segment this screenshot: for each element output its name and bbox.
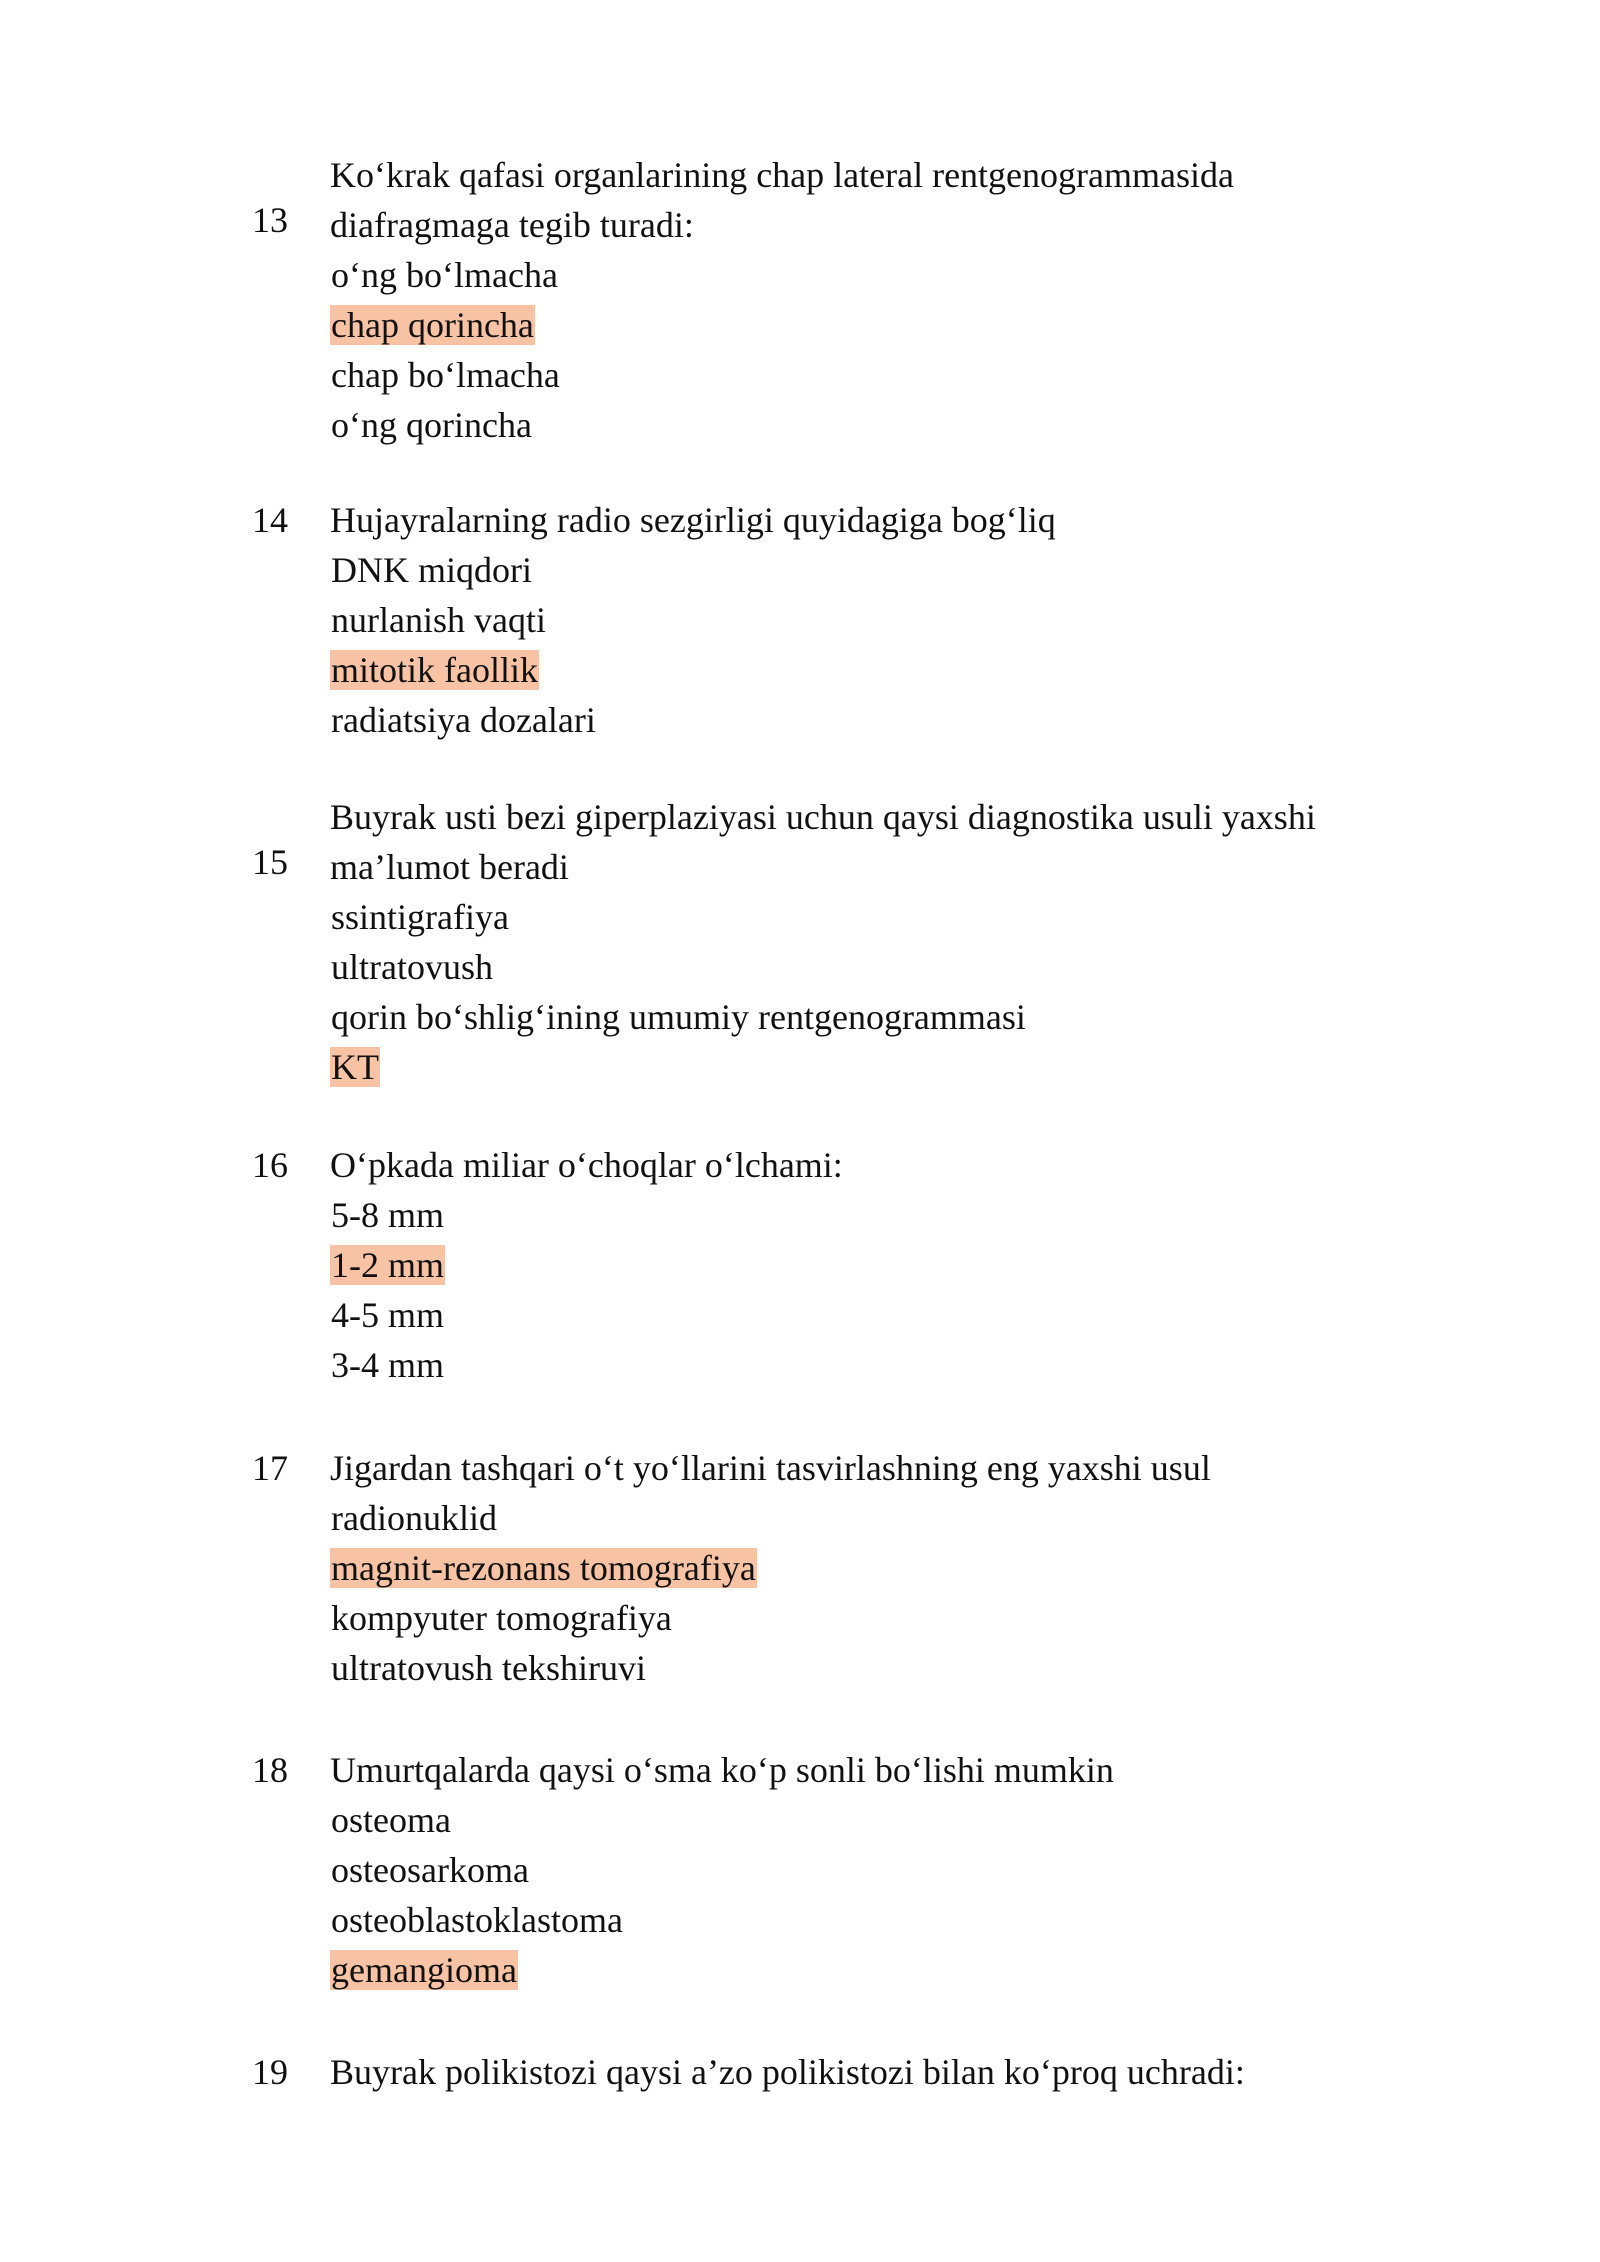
question-text-line: Hujayralarning radio sezgirligi quyidagiga bog‘liq bbox=[330, 500, 1056, 540]
question-body bbox=[330, 1443, 1390, 1693]
answer-option: 4-5 mm bbox=[331, 1295, 444, 1335]
answer-option: 5-8 mm bbox=[331, 1195, 444, 1235]
correct-answer-option: KT bbox=[331, 1047, 379, 1087]
question-number: 15 bbox=[252, 842, 288, 882]
question-number: 19 bbox=[252, 2052, 288, 2092]
answer-option: osteosarkoma bbox=[331, 1850, 529, 1890]
question-text-line: O‘pkada miliar o‘choqlar o‘lchami: bbox=[330, 1145, 843, 1185]
question-number: 18 bbox=[252, 1750, 288, 1790]
answer-option: ultratovush bbox=[331, 947, 493, 987]
question-body bbox=[330, 495, 1390, 745]
question-text-line: diafragmaga tegib turadi: bbox=[330, 205, 694, 245]
question-text-line: ma’lumot beradi bbox=[330, 847, 569, 887]
answer-option: chap bo‘lmacha bbox=[331, 355, 560, 395]
question-number: 13 bbox=[252, 200, 288, 240]
answer-option: radionuklid bbox=[331, 1498, 497, 1538]
question-text-line: Umurtqalarda qaysi o‘sma ko‘p sonli bo‘lishi mumkin bbox=[330, 1750, 1114, 1790]
question-body bbox=[330, 1745, 1390, 1995]
correct-answer-option: 1-2 mm bbox=[331, 1245, 444, 1285]
correct-answer-option: mitotik faollik bbox=[331, 650, 538, 690]
correct-answer-option: chap qorincha bbox=[331, 305, 534, 345]
answer-option: o‘ng bo‘lmacha bbox=[331, 255, 558, 295]
question-text-line: Jigardan tashqari o‘t yo‘llarini tasvirlashning eng yaxshi usul bbox=[330, 1448, 1211, 1488]
question-text-line: Ko‘krak qafasi organlarining chap lateral rentgenogrammasida bbox=[330, 155, 1234, 195]
answer-option: radiatsiya dozalari bbox=[331, 700, 596, 740]
question-body bbox=[330, 792, 1390, 1092]
question-text-line: Buyrak polikistozi qaysi a’zo polikistozi bilan ko‘proq uchradi: bbox=[330, 2052, 1245, 2092]
correct-answer-option: gemangioma bbox=[331, 1950, 517, 1990]
answer-option: 3-4 mm bbox=[331, 1345, 444, 1385]
answer-option: ultratovush tekshiruvi bbox=[331, 1648, 646, 1688]
question-number: 17 bbox=[252, 1448, 288, 1488]
answer-option: DNK miqdori bbox=[331, 550, 532, 590]
answer-option: ssintigrafiya bbox=[331, 897, 509, 937]
answer-option: kompyuter tomografiya bbox=[331, 1598, 672, 1638]
question-body bbox=[330, 2047, 1390, 2097]
question-number: 16 bbox=[252, 1145, 288, 1185]
question-body bbox=[330, 1140, 1390, 1390]
question-body bbox=[330, 150, 1390, 450]
answer-option: qorin bo‘shlig‘ining umumiy rentgenogrammasi bbox=[331, 997, 1026, 1037]
answer-option: osteoblastoklastoma bbox=[331, 1900, 623, 1940]
question-number: 14 bbox=[252, 500, 288, 540]
question-text-line: Buyrak usti bezi giperplaziyasi uchun qaysi diagnostika usuli yaxshi bbox=[330, 797, 1316, 837]
correct-answer-option: magnit-rezonans tomografiya bbox=[331, 1548, 756, 1588]
answer-option: o‘ng qorincha bbox=[331, 405, 532, 445]
answer-option: nurlanish vaqti bbox=[331, 600, 546, 640]
answer-option: osteoma bbox=[331, 1800, 451, 1840]
